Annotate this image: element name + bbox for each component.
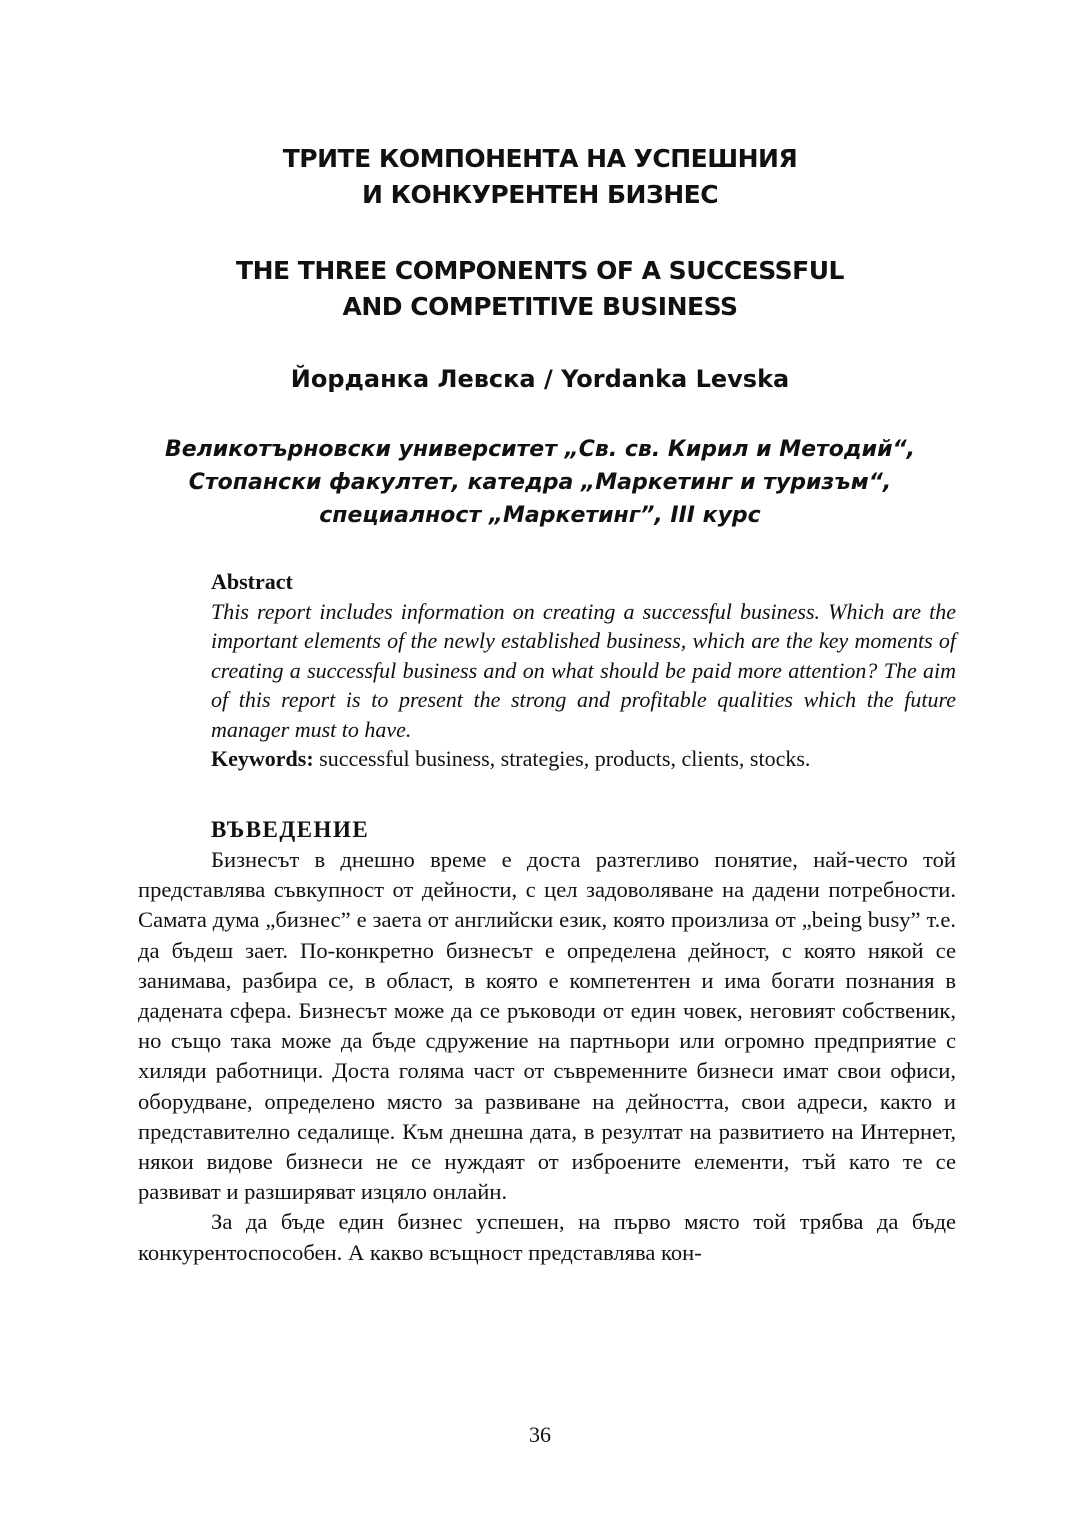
- title-bulgarian-line-2: И КОНКУРЕНТЕН БИЗНЕС: [361, 180, 719, 209]
- author-affiliation: [0, 433, 1080, 532]
- keywords-label: Keywords:: [211, 746, 314, 771]
- body-paragraph-2: За да бъде един бизнес успешен, на първо място той трябва да бъде конкурентоспособен. А какво всъщност представлява кон-: [138, 1209, 956, 1265]
- title-bulgarian: [0, 141, 1080, 213]
- affiliation-line-2: Стопански факултет, катедра „Маркетинг и туризъм“,: [188, 470, 892, 495]
- abstract-block: [211, 567, 956, 774]
- title-english-line-2: AND COMPETITIVE BUSINESS: [342, 292, 738, 321]
- keywords-list: successful business, strategies, products, clients, stocks.: [313, 746, 811, 771]
- affiliation-line-1: Великотърновски университет „Св. св. Кирил и Методий“,: [164, 437, 916, 462]
- affiliation-line-3: специалност „Маркетинг”, III курс: [319, 503, 761, 528]
- abstract-text: This report includes information on creating a successful business. Which are the important elements of the newly established business, which are the key moments of creating a successful business and on what should be paid more attention? The aim of this report is to present the strong and profitable qualities which the future manager must to have.: [211, 598, 956, 742]
- title-english: [0, 253, 1080, 325]
- section-body: [138, 845, 956, 1268]
- author-name: Йорданка Левска / Yordanka Levska: [290, 365, 790, 393]
- keywords-line: [211, 744, 956, 774]
- title-bulgarian-line-1: ТРИТЕ КОМПОНЕНТА НА УСПЕШНИЯ: [282, 144, 798, 173]
- page-number: 36: [529, 1422, 551, 1447]
- title-english-line-1: THE THREE COMPONENTS OF A SUCCESSFUL: [236, 256, 844, 285]
- section-heading-introduction: ВЪВЕДЕНИЕ: [211, 817, 370, 842]
- abstract-heading: Abstract: [211, 569, 293, 594]
- body-paragraph-1: Бизнесът в днешно време е доста разтегливо понятие, най-често той представлява съвкупност от дейности, с цел задоволяване на дадени потребности. Самата дума „бизнес” е заета от английски език, която произлиза от „being busy” т.е. да бъдеш зает. По-конкретно бизнесът е определена дейност, с която някой се занимава, разбира се, в област, в която е компетентен и има богати познания в дадената сфера. Бизнесът може да се ръководи от един човек, неговият собственик, но също така може да бъде сдружение на партньори или огромно предприятие с хиляди работници. Доста голяма част от съвременните бизнеси имат свои офиси, оборудване, определено място за развиване на дейността, свои адреси, както и представително седалище. Към днешна дата, в резултат на развитието на Интернет, някои видове бизнеси не се нуждаят от изброените елементи, тъй като те се развиват и разширяват изцяло онлайн.: [138, 847, 956, 1205]
